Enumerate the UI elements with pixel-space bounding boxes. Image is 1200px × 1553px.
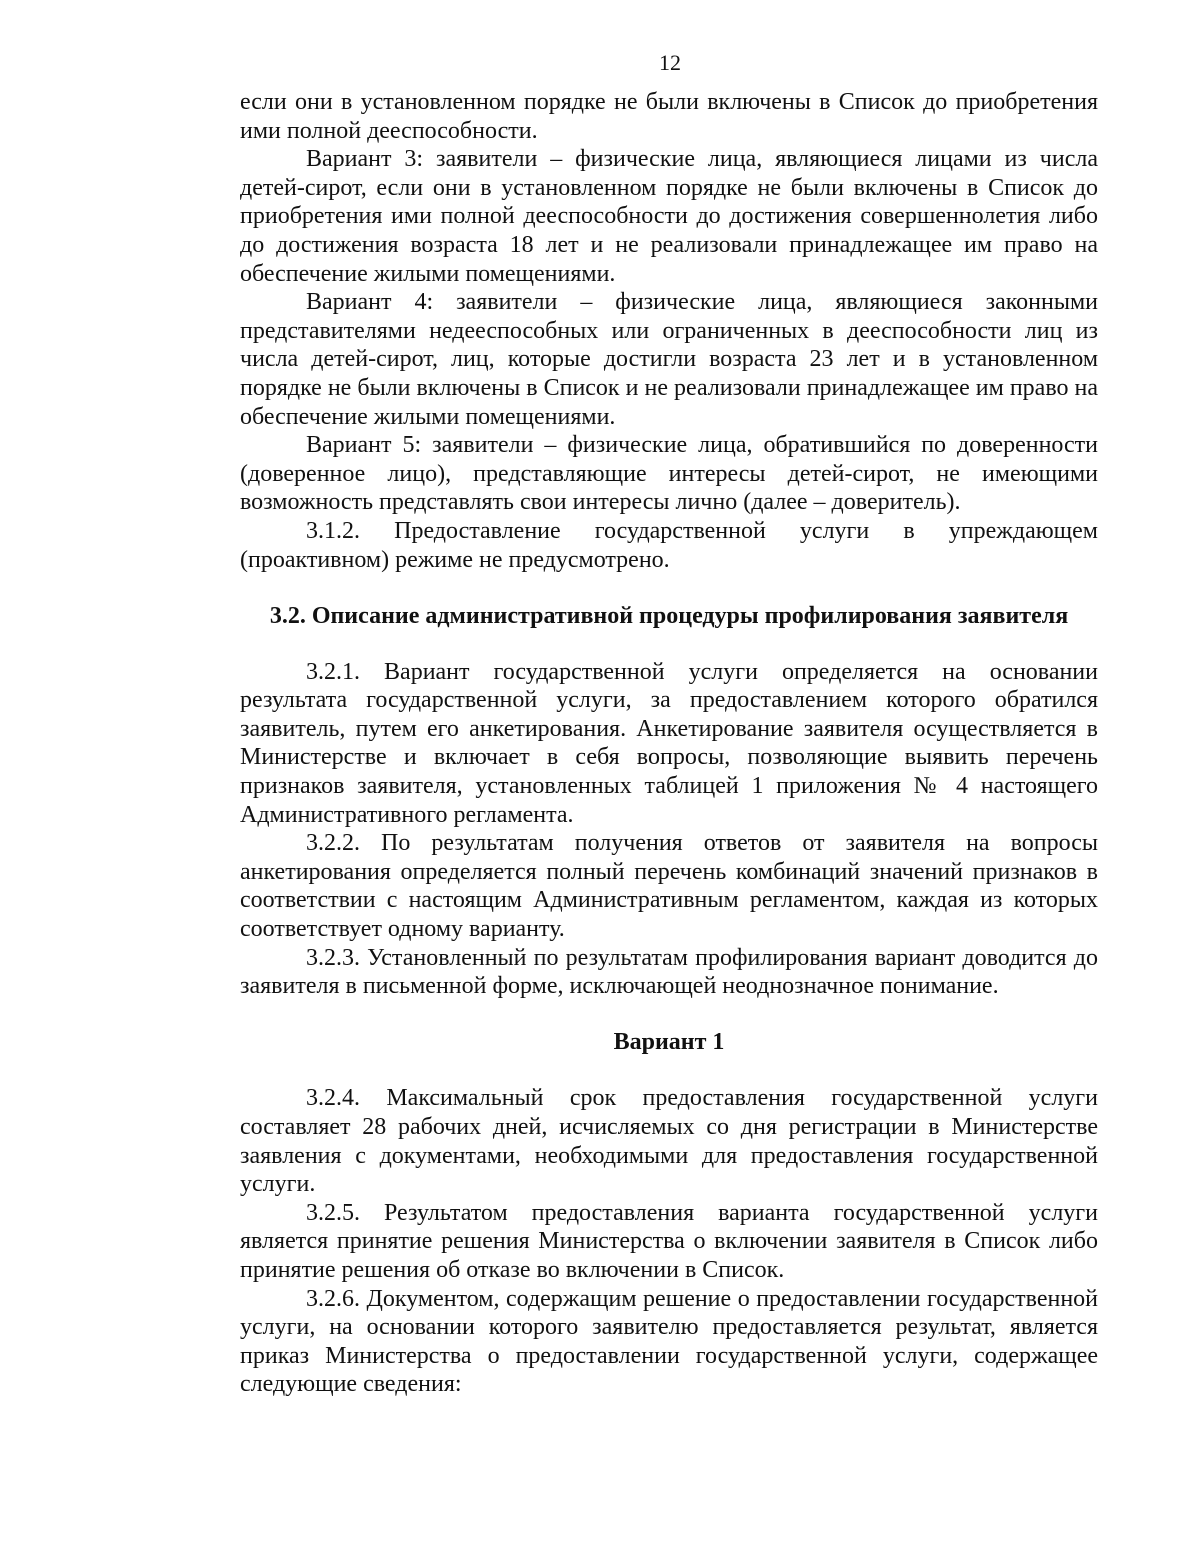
paragraph-3-2-1: 3.2.1. Вариант государственной услуги определяется на основании результата государственной услуги, за предоставлением которого обратился заявитель, путем его анкетирования. Анкетирование заявителя осуществляется в Министерстве и включает в себя вопросы, позволяющие выявить перечень признаков заявителя, установленных таблицей 1 приложения № 4 настоящего Административного регламента. xyxy=(240,658,1098,828)
paragraph-variant-4: Вариант 4: заявители – физические лица, являющиеся законными представителями недееспособных или ограниченных в дееспособности лиц из числа детей-сирот, лиц, которые достигли возраста 23 лет и в установленном порядке не были включены в Список и не реализовали принадлежащее им право на обеспечение жилыми помещениями. xyxy=(240,289,1098,430)
section-heading-3-2: 3.2. Описание административной процедуры профилирования заявителя xyxy=(269,603,1069,630)
paragraph-3-2-6: 3.2.6. Документом, содержащим решение о предоставлении государственной услуги, на основании которого заявителю предоставляется результат, является приказ Министерства о предоставлении государственной услуги, содержащее следующие сведения: xyxy=(240,1285,1098,1398)
paragraph-variant-5: Вариант 5: заявители – физические лица, обратившийся по доверенности (доверенное лицо), представляющие интересы детей-сирот, не имеющими возможность представлять свои интересы лично (далее – доверитель). xyxy=(240,432,1098,516)
paragraph-3-2-3: 3.2.3. Установленный по результатам профилирования вариант доводится до заявителя в письменной форме, исключающей неоднозначное понимание. xyxy=(240,944,1098,1000)
page-number: 12 xyxy=(659,50,681,75)
paragraph-continuation: если они в установленном порядке не были включены в Список до приобретения ими полной дееспособности. xyxy=(240,89,1098,144)
paragraph-3-2-2: 3.2.2. По результатам получения ответов от заявителя на вопросы анкетирования определяется полный перечень комбинаций значений признаков в соответствии с настоящим Административным регламентом, каждая из которых соответствует одному варианту. xyxy=(240,830,1098,943)
paragraph-3-2-5: 3.2.5. Результатом предоставления варианта государственной услуги является принятие решения Министерства о включении заявителя в Список либо принятие решения об отказе во включении в Список. xyxy=(240,1199,1098,1283)
paragraph-variant-3: Вариант 3: заявители – физические лица, являющиеся лицами из числа детей-сирот, если они в установленном порядке не были включены в Список до приобретения ими полной дееспособности до достижения совершеннолетия либо до достижения возраста 18 лет и не реализовали принадлежащее им право на обеспечение жилыми помещениями. xyxy=(240,146,1098,287)
paragraph-3-1-2: 3.1.2. Предоставление государственной услуги в упреждающем (проактивном) режиме не предусмотрено. xyxy=(240,517,1098,573)
variant-1-heading: Вариант 1 xyxy=(613,1028,725,1055)
document-body xyxy=(240,88,1098,1399)
paragraph-3-2-4: 3.2.4. Максимальный срок предоставления государственной услуги составляет 28 рабочих дней, исчисляемых со дня регистрации в Министерстве заявления с документами, необходимыми для предоставления государственной услуги. xyxy=(240,1085,1098,1198)
